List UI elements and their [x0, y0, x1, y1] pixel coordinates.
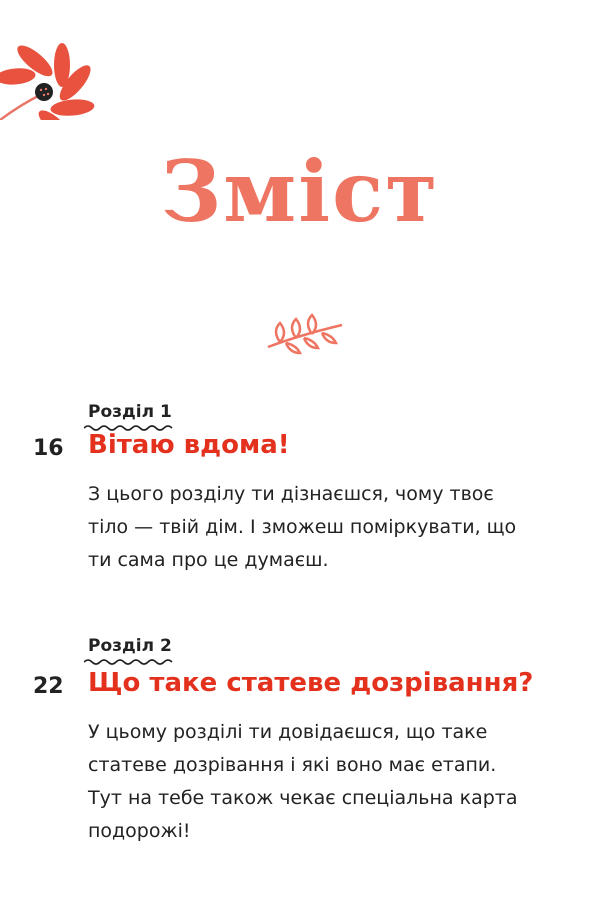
section-title: Вітаю вдома!	[88, 430, 290, 460]
leaf-sprig-icon	[250, 313, 350, 355]
section-title: Що таке статеве дозрівання?	[88, 668, 534, 698]
page-number: 16	[33, 436, 64, 461]
page-number: 22	[33, 674, 64, 699]
section-description: У цьому розділі ти довідаєшся, що таке статеве дозрівання і які воно має етапи. Тут на тебе також чекає спеціальна карта подорожі!	[88, 721, 518, 842]
page-title: Зміст	[160, 142, 440, 241]
section-label: Розділ 1	[88, 402, 172, 422]
section-description: З цього розділу ти дізнаєшся, чому твоє тіло — твій дім. І зможеш поміркувати, що ти сама про це думаєш.	[88, 483, 517, 571]
wavy-underline	[84, 658, 176, 666]
flower-icon	[0, 20, 110, 120]
section-label: Розділ 2	[88, 636, 172, 656]
